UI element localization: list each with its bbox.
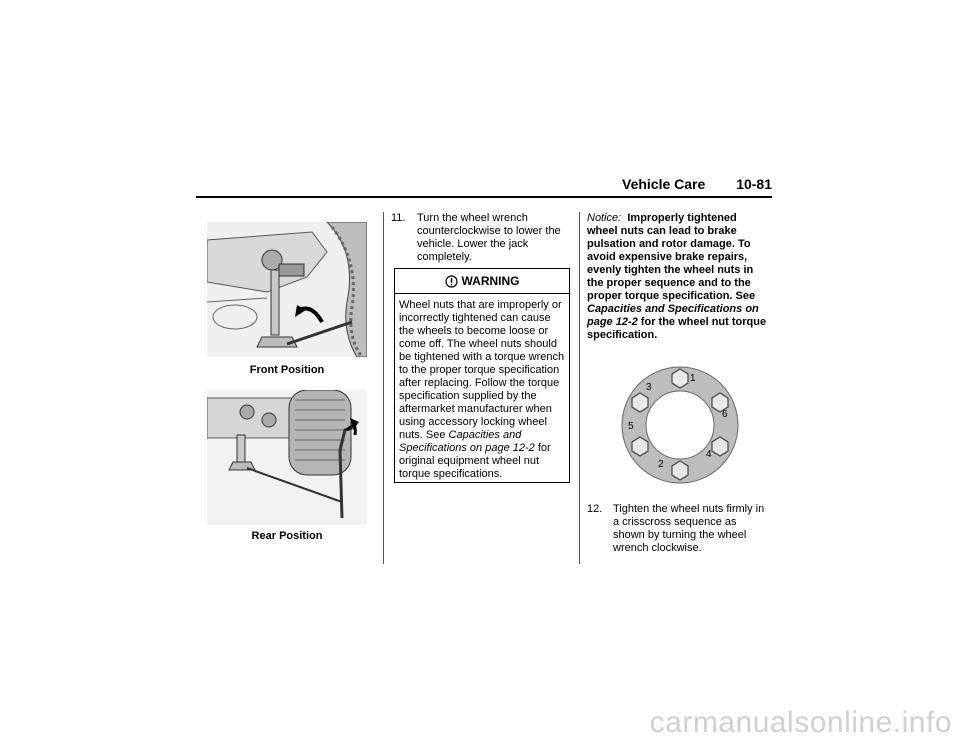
nut-label-5: 5	[628, 421, 634, 432]
nut-label-2: 2	[658, 459, 664, 470]
nut-label-4: 4	[706, 449, 712, 460]
step-12	[587, 503, 767, 555]
watermark: carmanualsonline.info	[649, 706, 952, 739]
nut-label-6: 6	[722, 409, 728, 420]
jack-rear-drawing	[207, 390, 367, 525]
notice-capacities-link[interactable]: Capacities and Specifications on page 12-2	[587, 303, 759, 328]
rear-position-caption: Rear Position	[251, 530, 323, 542]
step-11-number: 11.	[391, 212, 406, 224]
warning-icon	[445, 275, 458, 288]
header-rule	[196, 196, 772, 198]
warning-text	[395, 294, 569, 486]
column-divider-2	[579, 212, 580, 564]
nut-label-3: 3	[646, 382, 652, 393]
column-divider-1	[383, 212, 384, 564]
notice-text-after: for the wheel nut torque specification.	[587, 316, 767, 341]
step-12-text: Tighten the wheel nuts firmly in a crisscross sequence as shown by turning the wheel wrench clockwise.	[613, 503, 765, 554]
page-number: 10-81	[736, 176, 772, 192]
wheel-nut-sequence-illustration	[620, 365, 740, 485]
step-11	[391, 212, 573, 264]
jack-front-drawing	[207, 222, 367, 357]
rear-position-illustration	[207, 390, 367, 525]
column-2	[391, 212, 573, 264]
notice-text-before: Improperly tightened wheel nuts can lead to brake pulsation and rotor damage. To avoid expensive brake repairs, evenly tighten the wheel nuts in the proper sequence and to the proper torque specification. See	[587, 212, 756, 302]
front-position-illustration	[207, 222, 367, 357]
notice-paragraph	[587, 212, 767, 342]
warning-capacities-link[interactable]: Capacities and Specifications on page 12-2	[399, 429, 535, 454]
page-header	[622, 176, 772, 194]
section-title: Vehicle Care	[622, 176, 706, 192]
notice-label: Notice:	[587, 212, 622, 224]
step-11-text: Turn the wheel wrench counterclockwise to lower the vehicle. Lower the jack completely.	[417, 212, 561, 263]
warning-text-before: Wheel nuts that are improperly or incorrectly tightened can cause the wheels to become loose or come off. The wheel nuts should be tightened with a torque wrench to the proper torque specification after replacing. Follow the torque specification supplied by the aftermarket manufacturer when using accessory locking wheel nuts. See	[399, 299, 565, 441]
step-12-number: 12.	[587, 503, 603, 515]
warning-box	[394, 268, 570, 483]
warning-text-after: for original equipment wheel nut torque specifications.	[399, 442, 551, 480]
front-position-caption: Front Position	[249, 364, 325, 376]
warning-title: WARNING	[461, 274, 520, 288]
nut-label-1: 1	[690, 373, 696, 384]
warning-header	[395, 269, 569, 294]
